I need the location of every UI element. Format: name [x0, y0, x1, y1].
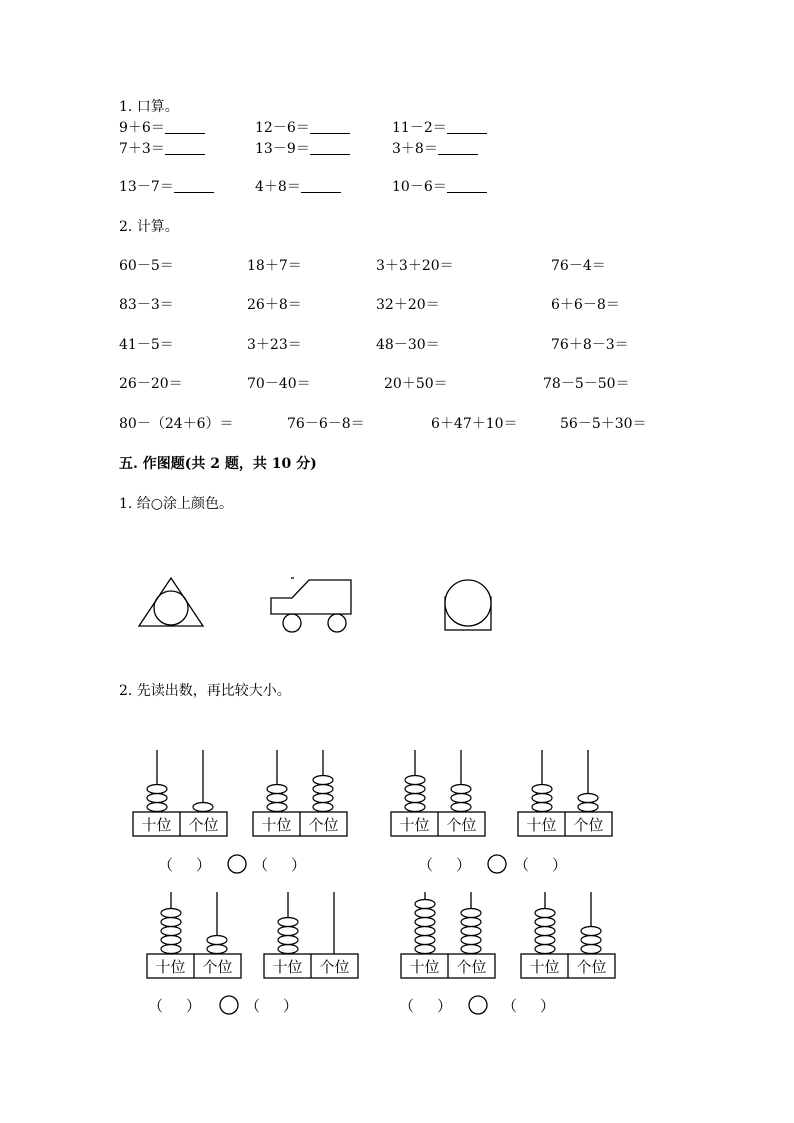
compare-circle	[228, 855, 246, 873]
abacus-bead-ones	[581, 936, 601, 945]
paren-open: （	[158, 856, 174, 874]
s5-q2-title: 2. 先读出数，再比较大小。	[119, 683, 291, 699]
paren-close: ）	[196, 856, 212, 874]
ones-label: 个位	[188, 816, 219, 834]
q1-item: 11－2＝	[392, 120, 487, 136]
paren-close: ）	[540, 997, 556, 1015]
abacus-bead-tens	[535, 945, 555, 954]
paren-open: （	[502, 997, 518, 1015]
abacus-bead-tens	[532, 794, 552, 803]
abacus-bead-tens	[267, 803, 287, 812]
abacus-bead-tens	[147, 803, 167, 812]
q2-item: 3＋23＝	[247, 337, 302, 353]
abacus-bead-ones	[313, 803, 333, 812]
abacus-bead-tens	[147, 794, 167, 803]
abacus-bead-tens	[405, 803, 425, 812]
abacus-bead-tens	[535, 918, 555, 927]
abacus-bead-ones	[207, 936, 227, 945]
ones-label: 个位	[456, 958, 487, 976]
q2-item: 83－3＝	[119, 297, 174, 313]
abacus-bead-tens	[278, 936, 298, 945]
abacus-bead-tens	[278, 918, 298, 927]
abacus-bead-ones	[581, 945, 601, 954]
abacus-bead-tens	[415, 909, 435, 918]
q1-item: 10－6＝	[392, 179, 487, 195]
q2-item: 3＋3＋20＝	[376, 258, 454, 274]
tens-label: 十位	[272, 958, 303, 976]
paren-close: ）	[291, 856, 307, 874]
paren-close: ）	[283, 997, 299, 1015]
abacus-bead-ones	[313, 785, 333, 794]
paren-open: （	[399, 997, 415, 1015]
compare-circle	[220, 996, 238, 1014]
abacus-bead-tens	[415, 945, 435, 954]
q2-item: 80－（24＋6）＝	[119, 416, 234, 432]
q2-item: 41－5＝	[119, 337, 174, 353]
paren-open: （	[148, 997, 164, 1015]
abacus-bead-tens	[267, 785, 287, 794]
q2-item: 56－5＋30＝	[560, 416, 647, 432]
q2-item: 20＋50＝	[384, 376, 448, 392]
paren-close: ）	[437, 997, 453, 1015]
ones-label: 个位	[446, 816, 477, 834]
abacus-bead-tens	[415, 936, 435, 945]
abacus-bead-tens	[405, 785, 425, 794]
abacus-bead-tens	[415, 900, 435, 909]
q1-item: 3＋8＝	[392, 141, 478, 157]
paren-close: ）	[456, 856, 472, 874]
abacus-bead-tens	[161, 936, 181, 945]
ones-label: 个位	[319, 958, 350, 976]
q2-item: 26－20＝	[119, 376, 183, 392]
ones-label: 个位	[202, 958, 233, 976]
abacus-bead-ones	[451, 794, 471, 803]
ones-label: 个位	[573, 816, 604, 834]
tens-label: 十位	[261, 816, 292, 834]
abacus-bead-tens	[161, 918, 181, 927]
abacus-bead-tens	[405, 776, 425, 785]
abacus-bead-ones	[578, 803, 598, 812]
ones-label: 个位	[308, 816, 339, 834]
q1-item: 13－7＝	[119, 179, 214, 195]
abacus-bead-ones	[461, 927, 481, 936]
tens-label: 十位	[409, 958, 440, 976]
q2-item: 76－4＝	[551, 258, 606, 274]
abacus-bead-ones	[461, 936, 481, 945]
abacus-bead-ones	[451, 803, 471, 812]
q2-item: 26＋8＝	[247, 297, 302, 313]
abacus-bead-ones	[193, 803, 213, 812]
abacus-bead-ones	[313, 794, 333, 803]
abacus-bead-tens	[147, 785, 167, 794]
abacus-bead-tens	[267, 794, 287, 803]
tens-label: 十位	[399, 816, 430, 834]
abacus-bead-tens	[532, 803, 552, 812]
abacus-bead-tens	[161, 945, 181, 954]
q2-item: 18＋7＝	[247, 258, 302, 274]
abacus-bead-tens	[278, 945, 298, 954]
q2-item: 60－5＝	[119, 258, 174, 274]
q2-item: 76－6－8＝	[287, 416, 365, 432]
q1-item: 13－9＝	[255, 141, 350, 157]
paren-open: （	[245, 997, 261, 1015]
tens-label: 十位	[526, 816, 557, 834]
q2-title: 2. 计算。	[119, 219, 179, 235]
abacus-bead-ones	[451, 785, 471, 794]
abacus-bead-ones	[581, 927, 601, 936]
q1-item: 4＋8＝	[255, 179, 341, 195]
abacus-bead-tens	[535, 936, 555, 945]
paren-open: （	[418, 856, 434, 874]
q1-item: 12－6＝	[255, 120, 350, 136]
q2-item: 6＋47＋10＝	[431, 416, 518, 432]
q2-item: 78－5－50＝	[543, 376, 630, 392]
abacus-bead-ones	[578, 794, 598, 803]
abacus-bead-tens	[532, 785, 552, 794]
tens-label: 十位	[155, 958, 186, 976]
ones-label: 个位	[576, 958, 607, 976]
abacus-bead-tens	[415, 927, 435, 936]
abacus-bead-ones	[461, 909, 481, 918]
q2-item: 70－40＝	[247, 376, 311, 392]
tens-label: 十位	[529, 958, 560, 976]
compare-circle	[488, 855, 506, 873]
q2-item: 48－30＝	[376, 337, 440, 353]
q1-item: 9＋6＝	[119, 120, 205, 136]
q1-item: 7＋3＝	[119, 141, 205, 157]
abacus-bead-tens	[415, 918, 435, 927]
paren-close: ）	[186, 997, 202, 1015]
q2-item: 76＋8－3＝	[551, 337, 629, 353]
section5-title: 五. 作图题(共 2 题，共 10 分)	[119, 456, 317, 472]
paren-open: （	[514, 856, 530, 874]
q2-item: 6＋6－8＝	[551, 297, 620, 313]
abacus-bead-tens	[405, 794, 425, 803]
compare-circle	[469, 996, 487, 1014]
abacus-bead-tens	[278, 927, 298, 936]
tens-label: 十位	[141, 816, 172, 834]
q1-title: 1. 口算。	[119, 99, 179, 115]
abacus-bead-ones	[313, 776, 333, 785]
abacus-bead-tens	[535, 927, 555, 936]
paren-open: （	[253, 856, 269, 874]
s5-q1-title: 1. 给○涂上颜色。	[119, 496, 234, 512]
abacus-bead-ones	[207, 945, 227, 954]
abacus-bead-tens	[161, 927, 181, 936]
paren-close: ）	[552, 856, 568, 874]
abacus-bead-tens	[161, 909, 181, 918]
abacus-bead-tens	[535, 909, 555, 918]
q2-item: 32＋20＝	[376, 297, 440, 313]
abacus-bead-ones	[461, 945, 481, 954]
abacus-bead-ones	[461, 918, 481, 927]
